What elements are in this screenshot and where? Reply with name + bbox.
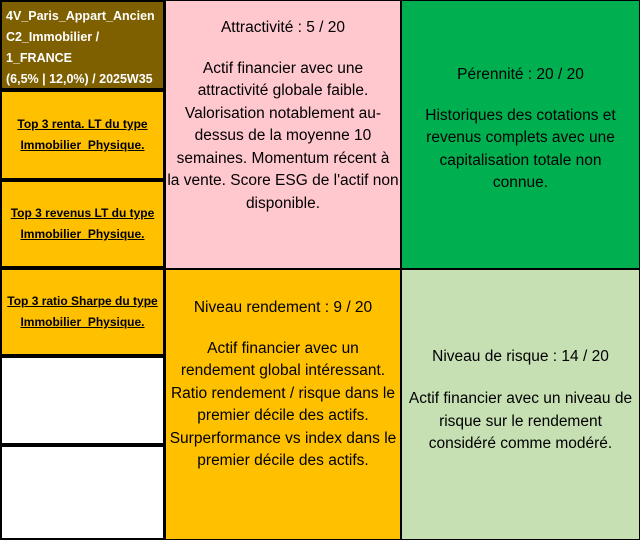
rendement-heading: Niveau rendement : 9 / 20 bbox=[193, 299, 373, 316]
empty-cell-1 bbox=[0, 356, 165, 445]
rendement-line: Actif financier avec un bbox=[207, 339, 359, 357]
asset-category: C2_Immobilier / 1_FRANCE bbox=[6, 30, 100, 65]
attractivite-panel bbox=[165, 0, 401, 269]
perennite-panel bbox=[401, 0, 640, 269]
risque-line: considéré comme modéré. bbox=[428, 435, 613, 452]
perennite-heading: Pérennité : 20 / 20 bbox=[457, 66, 584, 84]
risque-line: risque sur le rendement bbox=[439, 412, 602, 430]
perennite-line: Historiques des cotations et bbox=[425, 106, 616, 124]
rendement-line: premier décile des actifs. bbox=[197, 452, 369, 469]
attractivite-line: disponible. bbox=[245, 194, 321, 212]
top3-renta-cell bbox=[0, 90, 165, 180]
asset-name: 4V_Paris_Appart_Ancien bbox=[6, 9, 155, 23]
risque-heading: Niveau de risque : 14 / 20 bbox=[432, 347, 609, 365]
attractivite-line: la vente. Score ESG de l'actif non bbox=[167, 172, 399, 189]
top3-renta-line1: Top 3 renta. LT du type bbox=[17, 117, 148, 131]
attractivite-line: semaines. Momentum récent à bbox=[176, 149, 390, 167]
perennite-description bbox=[425, 105, 615, 195]
top3-revenus-line1: Top 3 revenus LT du type bbox=[10, 206, 155, 220]
asset-title bbox=[0, 0, 165, 90]
attractivite-heading: Attractivité : 5 / 20 bbox=[220, 19, 346, 36]
top3-sharpe-line1: Top 3 ratio Sharpe du type bbox=[7, 294, 158, 308]
asset-stats: (6,5% | 12,0%) / 2025W35 bbox=[6, 72, 153, 86]
top3-renta-line2: Immobilier_Physique. bbox=[20, 138, 145, 152]
rendement-line: rendement global intéressant. bbox=[180, 362, 386, 379]
attractivite-line: Actif financier avec une bbox=[202, 59, 364, 77]
risque-description bbox=[409, 388, 632, 456]
attractivite-line: attractivité globale faible. bbox=[197, 82, 369, 99]
perennite-line: capitalisation totale non bbox=[439, 151, 602, 169]
attractivite-line: Valorisation notablement au- bbox=[184, 104, 382, 122]
rendement-line: Surperformance vs index dans le bbox=[169, 429, 397, 447]
top3-sharpe-line2: Immobilier_Physique. bbox=[20, 315, 145, 329]
perennite-line: revenus complets avec une bbox=[426, 129, 615, 147]
rendement-line: Ratio rendement / risque dans le bbox=[170, 384, 396, 402]
attractivite-line: dessus de la moyenne 10 bbox=[194, 127, 372, 144]
empty-cell-2 bbox=[0, 445, 165, 540]
top3-revenus-line2: Immobilier_Physique. bbox=[20, 227, 145, 241]
top3-revenus-link[interactable] bbox=[11, 203, 155, 245]
attractivite-description bbox=[167, 58, 398, 216]
rendement-description bbox=[170, 338, 397, 473]
top3-revenus-cell bbox=[0, 180, 165, 268]
rendement-panel bbox=[165, 269, 401, 540]
rendement-line: premier décile des actifs. bbox=[197, 407, 369, 424]
risque-line: Actif financier avec un niveau de bbox=[408, 390, 633, 407]
top3-sharpe-link[interactable] bbox=[7, 291, 157, 333]
top3-renta-link[interactable] bbox=[17, 114, 147, 156]
risque-panel bbox=[401, 269, 640, 540]
perennite-line: connue. bbox=[492, 174, 549, 192]
top3-sharpe-cell bbox=[0, 268, 165, 356]
